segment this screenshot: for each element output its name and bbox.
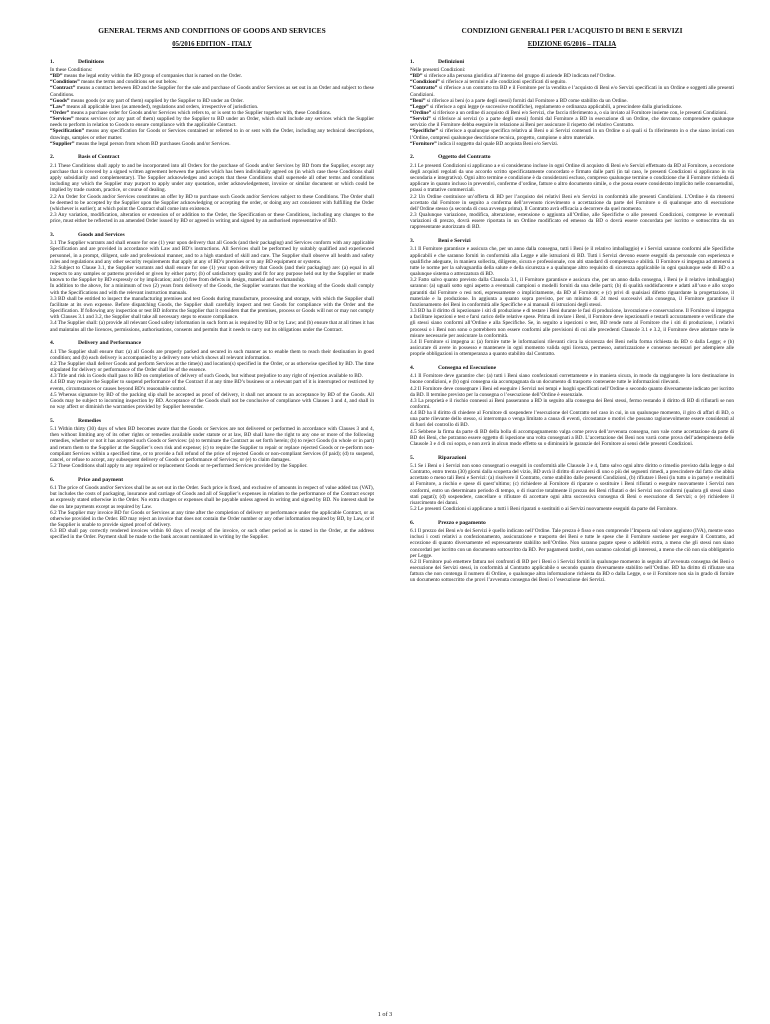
clause-text: means all applicable laws (as amended), regulations and orders, irrespective of jurisdiction.: [65, 103, 259, 110]
clause-text: means a purchase order for Goods and/or Services which refers to, or is sent to the Supplier together with, these Conditions.: [69, 110, 332, 116]
section-5: [410, 455, 734, 513]
clause-text: 4.5 Whereas signature by BD of the packing slip shall be accepted as proof of delivery, it shall not amount to an acceptance by BD of the Goods. All Goods may be subject to incoming inspection by BD. Acceptance of the Goods shall not be conclusive of compliance with Clauses 3 and 4, and shall in no way affect or diminish the warranties provided by Supplier hereunder.: [50, 391, 374, 410]
clause-paragraph: [410, 559, 734, 584]
clause-paragraph: [50, 128, 374, 140]
clause-text: 4.1 Il Fornitore deve garantire che: (a) tutti i Beni siano confezionati correttamente e in maniera sicura, in modo da raggiungere la loro destinazione in buone condizioni, e (b) ogni consegna sia accompagnata da un documento di trasporto contenente tutte le informazioni rilevanti.: [410, 373, 734, 386]
clause-text: 3.3 BD shall be entitled to inspect the manufacturing premises and test Goods during manufacture, processing and storage, with which the Supplier shall facilitate at its own expense. Before dispatching Goods, the Supplier shall carefully inspect and test Goods for compliance with the Order and the Specification. If following any inspection or test BD informs the Supplier that it considers that the premises, process or Goods will not or may not comply with Clauses 3.1 and 3.2, the Supplier shall take all necessary steps to ensure compliance.: [50, 295, 374, 321]
clause-text: si riferisce alla persona giuridica all’interno del gruppo di aziende BD indicata nell’Ordine.: [422, 73, 616, 80]
clause-paragraph: [410, 506, 734, 512]
clause-paragraph: [410, 308, 734, 339]
clause-text: si riferisce a un contratto tra BD e il Fornitore per la vendita e l’acquisto di Beni e/o Servizi specificati in un Ordine e soggetti alle presenti Condizioni.: [410, 85, 734, 98]
section-heading: [50, 59, 374, 66]
bilingual-columns: [50, 26, 734, 591]
section-title: Prezzo e pagamento: [438, 519, 486, 526]
clause-text: means the legal person from whom BD purchases Goods and/or Services.: [74, 140, 231, 147]
section-5: [50, 418, 374, 470]
clause-text: 4.2 The Supplier shall deliver Goods and perform Services at the time(s) and location(s) specified in the Order, or as otherwise specified by BD. The time stipulated for delivery or performance of the Order shall be of the essence.: [50, 360, 374, 374]
clause-text: 6.2 The Supplier may invoice BD for Goods or Services at any time after the completion of delivery or performance under the applicable Contract, or as otherwise provided in the Order. BD may reject an invoice that does not contain the Order number or any other information required by BD, by Law, or if the Supplier is unable to provide signed proof of delivery.: [50, 509, 374, 528]
section-number: 2.: [410, 154, 415, 161]
clause-paragraph: [50, 194, 374, 212]
section-heading: [410, 455, 734, 462]
clause-paragraph: [50, 320, 374, 332]
italian-sections: [410, 59, 734, 584]
defined-term: “Law”: [50, 103, 66, 110]
clause-paragraph: [410, 528, 734, 559]
section-number: 6.: [410, 519, 415, 526]
defined-term: “Conditions”: [50, 79, 80, 86]
clause-text: 5.1 Within thirty (30) days of when BD becomes aware that the Goods or Services are not delivered or performed in accordance with Clauses 3 and 4, then without limiting any of its other rights or remedies available under statute or at law, BD shall have the right to any one or more of the following remedies, whether or not it has accepted such Goods or Services: (a) to terminate the Contract as set forth herein; (b) to reject Goods (in whole or in part) and return them to the Supplier at the Supplier’s own risk and expense; (c) to require the Supplier to repair or replace rejected Goods or re-perform non-compliant Services within a specified time, or to provide a full refund of the price of rejected Goods or non-compliant Services (if paid); (d) to suspend, cancel, or refuse to accept, any subsequent delivery of Goods or performance of Services; or (e) to claim damages.: [50, 426, 374, 463]
clause-text: 6.1 The price of Goods and/or Services shall be as set out in the Order. Such price is fixed, and exclusive of amounts in respect of value added tax (VAT), but includes the costs of packaging, insurance and carriage of Goods and all of Supplier’s expenses in relation to the performance of the Contract except as expressly stated otherwise in the Order. No extra charges or expenses shall be payable unless agreed in writing and signed by BD. No interest shall be due on late payments except as required by Law.: [50, 485, 374, 510]
clause-paragraph: [410, 277, 734, 308]
section-heading: [50, 477, 374, 484]
clause-text: 6.2 Il Fornitore può emettere fattura nei confronti di BD per i Beni o i Servizi forniti in qualunque momento in seguito all’avvenuta consegna dei Beni o esecuzione dei Servizi stessi, in conformità al Contratto applicabile o secondo quanto diversamente stabilito nell’Ordine. BD ha diritto di rifiutare una fattura che non contenga il numero di Ordine, o qualunque altra informazione richiesta da BD o dalla Legge, o se il Fornitore non sia in grado di fornire un documento sottoscritto che provi l’avvenuta consegna dei Beni o l’esecuzione dei Servizi.: [410, 558, 734, 584]
section-title: Price and payment: [78, 476, 124, 483]
section-2: [50, 154, 374, 224]
clause-paragraph: [50, 426, 374, 463]
clause-paragraph: [50, 265, 374, 283]
clause-text: 3.4 The Supplier shall: (a) provide all relevant Good safety information in such form as is required by BD or by Law; and (b) ensure that at all times it has and maintains all the licences, permissions, authorisations, consents and permits that it needs to carry out its obligations under the Contract.: [50, 320, 375, 333]
clause-text: indica il soggetto dal quale BD acquista Beni e/o Servizi.: [436, 140, 559, 147]
section-title: Consegna ed Esecuzione: [438, 364, 497, 371]
clause-paragraph: [50, 485, 374, 510]
clause-text: 2.2 An Order for Goods and/or Services constitutes an offer by BD to purchase such Goods and/or Services subject to these Conditions. The Order shall be deemed to be accepted by the Supplier upon the Supplier acknowledging or accepting the order, or doing any act consistent with fulfilling the Order (whichever is earlier); at which point the Contract shall come into existence.: [50, 193, 374, 212]
clause-text: 6.1 Il prezzo dei Beni e/o dei Servizi è quello indicato nell’Ordine. Tale prezzo è fisso e non comprende l’Imposta sul valore aggiunto (IVA), mentre sono inclusi i costi relativi a confezionamento, assicurazione e trasporto dei Beni e tutte le spese che il Fornitore sostiene per eseguire il Contratto, ad eccezione di quanto diversamente ed espressamente stabilito nell’Ordine. Non saranno pagate spese o addebiti extra, a meno che gli stessi non siano concordati per iscritto con un documento sottoscritto da BD. Per pagamenti tardivi, non saranno calcolati gli interessi, a meno che ciò non sia obbligatorio per Legge.: [410, 528, 734, 559]
clause-text: 5.1 Se i Beni o i Servizi non sono consegnati o eseguiti in conformità alle Clausole 3 e 4, fatto salvo ogni altro diritto o rimedio previsto dalla legge o dal Contratto, entro trenta (30) giorni dalla scoperta del vizio, BD avrà il diritto di avvalersi di uno o più dei seguenti rimedi, a prescindere dal fatto che abbia accettato o meno tali Beni e Servizi: (a) risolvere il Contratto, come stabilito dalle presenti Condizioni, (b) rifiutare i Beni (in tutto o in parte) e restituirli al Fornitore, a rischio e spese di quest’ultimo; (c) richiedere al Fornitore di riparare o sostituire i Beni rifiutati o eseguire nuovamente i Servizi non conformi, entro un determinato periodo di tempo, o di risarcire totalmente il prezzo dei Beni rifiutati o dei Servizi non conformi (qualora gli stessi siano stati pagati); (d) sospendere, cancellare o rifiutare di accettare ogni altra successiva consegna di Beni o esecuzione di Servizi; o (e) richiedere il risarcimento dei danni.: [410, 462, 734, 506]
clause-paragraph: [410, 429, 734, 447]
clause-text: 2.3 Qualunque variazione, modifica, alterazione, estensione o aggiunta all’Ordine, alle Specifiche o alle presenti Condizioni, comprese le eventuali variazioni di prezzo, dovrà essere riportata in un Ordine modificato ed emesso da BD o dovrà essere concordata per iscritto e sottoscritta da un rappresentante autorizzato di BD.: [410, 212, 734, 231]
defined-term: “Contratto”: [410, 85, 438, 92]
section-number: 5.: [50, 417, 55, 424]
section-1: [410, 59, 734, 147]
clause-paragraph: [410, 128, 734, 140]
english-sections: [50, 59, 374, 541]
clause-paragraph: [410, 85, 734, 97]
clause-text: 3.4 Il Fornitore si impegna a: (a) fornire tutte le informazioni rilevanti circa la sicurezza dei Beni nella forma richiesta da BD o dalla Legge; e (b) assicurare di avere in possesso e mantenere in ogni momento valida ogni licenza, permesso, autorizzazione e consenso necessari per adempiere alle proprie obbligazioni in ottemperanza a quanto stabilito dal Contratto.: [410, 338, 734, 358]
clause-paragraph: [410, 463, 734, 506]
section-2: [410, 154, 734, 230]
section-title: Beni e Servizi: [438, 238, 471, 245]
clause-text: 4.1 The Supplier shall ensure that: (a) all Goods are properly packed and secured in such manner as to enable them to reach their destination in good condition; and (b) each delivery is accompanied by a delivery note which shows all relevant information.: [50, 348, 374, 361]
italian-title: CONDIZIONI GENERALI PER L’ACQUISTO DI BENI E SERVIZI: [461, 26, 683, 35]
clause-text: In these Conditions:: [50, 66, 93, 73]
clause-text: 3.3 BD ha il diritto di ispezionare i siti di produzione e di testare i Beni durante le fasi di produzione, lavorazione e conservazione. Il Fornitore si impegna a facilitare ispezioni e test e farsi carico delle relative spese. Prima di inviare i Beni, il Fornitore deve ispezionarli e testarli accuratamente e verificare che gli stessi siano conformi all’Ordine e alla Specifiche. Se, in seguito a ispezioni o test, BD rende noto al Fornitore che i siti di produzione, i relativi processi o i Beni non sono o potrebbero non essere conformi alle previsioni di cui alle precedenti Clausole 3.1 e 3.2, il Fornitore deve adottare tutte le misure necessarie per assicurare la conformità.: [410, 308, 734, 339]
clause-paragraph: [50, 463, 374, 469]
section-1: [50, 59, 374, 147]
section-heading: [410, 59, 734, 66]
clause-paragraph: [50, 283, 374, 295]
italian-column: [410, 26, 734, 591]
clause-text: means services (or any part of them) supplied by the Supplier to BD under an Order, which shall include any services which the Supplier needs to perform in relation to Goods to ensure compliance with the applicable Contract.: [50, 116, 374, 129]
clause-text: 3.2 Fatto salvo quanto previsto dalla Clausola 3.1, il Fornitore garantisce e assicura che, per un anno dalla consegna, i Beni (e il relativo imballaggio) saranno: (a) uguali sotto ogni aspetto a eventuali campioni o modelli forniti da una delle parti; (b) di qualità soddisfacente e adatti all’uso e allo scopo garantiti dal Fornitore o resi noti, espressamente o implicitamente, da BD al Fornitore; e (c) privi di qualsiasi difetto riguardante la progettazione, il materiale e la produzione. In aggiunta a quanto sopra previsto, per un minimo di 24 mesi successivi alla consegna, il Fornitore garantisce il funzionamento dei Beni in conformità alle Specifiche e ai manuali di istruzioni degli stessi.: [410, 277, 734, 308]
clause-text: si riferisce ai servizi (o a parte degli stessi) forniti dal Fornitore a BD in esecuzione di un Ordine, che dovranno comprendere qualunque servizio che il Fornitore debba eseguire in relazione ai Beni per assicurare il rispetto del relativo Contratto.: [410, 116, 734, 129]
clause-paragraph: [410, 398, 734, 410]
clause-paragraph: [50, 349, 374, 361]
section-title: Delivery and Performance: [78, 340, 142, 347]
defined-term: “Servizi”: [410, 116, 431, 123]
clause-text: means any specification for Goods or Services contained or referred to in or sent with the Order, including any technical descriptions, drawings, samples or other matter.: [50, 128, 374, 141]
section-number: 2.: [50, 154, 55, 161]
clause-text: 2.1 These Conditions shall apply to and be incorporated into all Orders for the purchase of Goods and/or Services by BD from the Supplier, except any purchase that is covered by a signed written agreement between the parties which has been individually agreed on (in which case these Conditions shall apply subsidiarily and complementary). The Supplier acknowledges and accepts that these Conditions shall supersede all other terms and conditions including any which the Supplier may purport to apply under any quotation, order acknowledgement, invoice or similar document or which could be implied by trade custom, practice, or course of dealing.: [50, 162, 374, 194]
section-number: 6.: [50, 476, 55, 483]
clause-paragraph: [50, 379, 374, 391]
clause-text: 4.2 Il Fornitore deve consegnare i Beni ed eseguire i Servizi nei tempi e luoghi specificati nell’Ordine o secondo quanto diversamente indicato per iscritto da BD. Il termine previsto per la consegna o l’esecuzione dell’Ordine è essenziale.: [410, 385, 734, 398]
clause-paragraph: [50, 392, 374, 410]
clause-paragraph: [50, 510, 374, 528]
section-heading: [410, 238, 734, 245]
clause-paragraph: [50, 361, 374, 373]
clause-paragraph: [410, 339, 734, 357]
section-heading: [50, 418, 374, 425]
clause-paragraph: [410, 386, 734, 398]
clause-text: si riferisce a ogni legge (e successive modifiche), regolamento e ordinanza applicabili, a prescindere dalla giurisdizione.: [428, 103, 683, 110]
clause-text: 2.2 Un Ordine costituisce un’offerta di BD per l’acquisto dei relativi Beni e/o Servizi in conformità alle presenti Condizioni. L’Ordine è da ritenersi accettato dal Fornitore in seguito a conferma dell’avvenuto ricevimento o accettazione da parte del Fornitore o di qualunque atto di esecuzione dell’Ordine stesso (a seconda di cosa avvenga prima). Il Contratto avrà efficacia a decorrere da quel momento.: [410, 193, 734, 212]
clause-text: In addition to the above, for a minimum of two (2) years from delivery of the Goods, the Supplier warrants that the working of the Goods shall comply with the Specifications and with the relevant instruction manuals.: [50, 283, 374, 296]
clause-text: 2.3 Any variation, modification, alteration or extension of or addition to the Order, the Specification or these Conditions, including any changes to the price, must either be reflected in an amended Order issued by BD or agreed in writing and signed by an authorised representative of BD.: [50, 212, 374, 225]
page-number: 1 of 3: [377, 1011, 393, 1018]
clause-text: means the terms and conditions set out below.: [79, 79, 178, 86]
clause-text: 3.2 Subject to Clause 3.1, the Supplier warrants and shall ensure for one (1) year upon delivery that Goods (and their packaging) are: (a) equal in all respects to any samples or patterns provided or given by either party; (b) of satisfactory quality and fit for any purpose held out by the Supplier or made known to the Supplier by BD expressly or by implication; and (c) free from defects in design, material and workmanship.: [50, 264, 374, 284]
clause-text: 4.3 Title and risk in Goods shall pass to BD on completion of delivery of such Goods, but without prejudice to any right of rejection available to BD.: [50, 373, 363, 380]
section-4: [410, 365, 734, 447]
clause-paragraph: [50, 116, 374, 128]
clause-paragraph: [50, 163, 374, 194]
clause-paragraph: [410, 373, 734, 385]
defined-term: “Condizioni”: [410, 79, 440, 86]
section-title: Basis of Contract: [78, 154, 120, 161]
clause-text: 3.1 Il Fornitore garantisce e assicura che, per un anno dalla consegna, tutti i Beni (e il relativo imballaggio) e i Servizi saranno conformi alle Specifiche applicabili e che saranno forniti in conformità alla Legge e alle istruzioni di BD. Tutti i Servizi devono essere eseguiti da personale con esperienza e qualifiche adeguate, in maniera sollecita, diligente, sicura e professionale, con alti standard di competenza e abilità. Il Fornitore si impegna ad attenersi a tutte le norme per la salvaguardia della salute e della sicurezza e a qualunque altro requisito di sicurezza applicabile in ogni qualunque sede di BD o a qualunque sistema o attrezzatura di BD.: [410, 246, 734, 278]
clause-paragraph: [410, 116, 734, 128]
clause-paragraph: [410, 246, 734, 277]
clause-text: 5.2 Le presenti Condizioni si applicano a tutti i Beni riparati o sostituiti o ai Servizi nuovamente eseguiti da parte del Fornitore.: [410, 506, 678, 513]
clause-paragraph: [410, 141, 734, 147]
defined-term: “Ordine”: [410, 110, 432, 116]
clause-paragraph: [50, 212, 374, 224]
defined-term: “Specifiche”: [410, 128, 438, 135]
clause-paragraph: [410, 163, 734, 194]
clause-paragraph: [410, 410, 734, 428]
english-column: [50, 26, 374, 591]
section-title: Riparazioni: [438, 454, 467, 461]
clause-paragraph: [410, 212, 734, 230]
section-number: 4.: [410, 364, 415, 371]
defined-term: “BD”: [410, 73, 423, 80]
defined-term: “Supplier”: [50, 140, 75, 147]
defined-term: “Beni”: [410, 97, 426, 104]
section-6: [50, 477, 374, 541]
clause-text: 4.4 BD ha il diritto di chiedere al Fornitore di sospendere l’esecuzione del Contratto nel caso in cui, in un qualunque momento, il giro di affari di BD, o una parte rilevante dello stesso, si interrompa o venga limitato a causa di eventi, circostanze o motivi che possano ragionevolmente essere considerati al di fuori del controllo di BD.: [410, 410, 734, 429]
clause-text: means goods (or any part of them) supplied by the Supplier to BD under an Order.: [69, 97, 244, 104]
english-edition: 05/2016 EDITION - ITALY: [172, 41, 252, 48]
clause-text: si riferisce ai termini e alle condizioni specificati di seguito.: [439, 79, 567, 86]
section-number: 1.: [50, 58, 55, 65]
section-title: Definizioni: [438, 58, 465, 65]
defined-term: “Goods”: [50, 97, 70, 104]
clause-text: 4.4 BD may require the Supplier to suspend performance of the Contract if at any time BD’s business or a relevant part of it is interrupted or restricted by events, circumstances or causes beyond BD’s reasonable control.: [50, 379, 374, 392]
defined-term: “Order”: [50, 110, 70, 116]
section-title: Remedies: [78, 417, 101, 424]
clause-text: si riferisce a un ordine di acquisto di Beni e/o Servizi, che faccia riferimento a, o sia inviato al Fornitore insieme con, le presenti Condizioni.: [431, 110, 728, 116]
defined-term: “Fornitore”: [410, 140, 437, 147]
section-title: Goods and Services: [78, 231, 125, 238]
clause-paragraph: [50, 240, 374, 265]
section-heading: [410, 520, 734, 527]
section-heading: [410, 154, 734, 161]
section-6: [410, 520, 734, 584]
clause-text: 3.1 The Supplier warrants and shall ensure for one (1) year upon delivery that all Goods (and their packaging) and Services conform with any applicable Specification and are provided in accordance with Law and BD’s instructions. All Services shall be performed by suitably qualified and experienced personnel, in a prompt, diligent, safe and professional manner, and to a high standard of skill and care. The Supplier shall observe all health and safety rules and regulations and any other security requirements that apply at any of BD’s premises or to any BD equipment or systems.: [50, 240, 374, 265]
italian-edition: EDIZIONE 05/2016 – ITALIA: [527, 41, 617, 48]
defined-term: “Services”: [50, 116, 74, 123]
section-number: 1.: [410, 58, 415, 65]
section-heading: [50, 340, 374, 347]
clause-text: si riferisce ai beni (o a parte degli stessi) forniti dal Fornitore a BD come stabilito da un Ordine.: [425, 97, 628, 104]
section-number: 3.: [50, 231, 55, 238]
defined-term: “BD”: [50, 73, 63, 80]
section-number: 3.: [410, 238, 415, 245]
section-title: Oggetto del Contratto: [438, 154, 491, 161]
clause-text: si riferisce a qualunque specifica relativa ai Beni o ai Servizi contenuti in un Ordine o ai quali si fa riferimento in o che siano inviati con l’Ordine, compresi qualunque descrizione tecnica, progetto, campione o altro materiale.: [410, 128, 734, 141]
section-3: [50, 232, 374, 333]
clause-paragraph: [410, 194, 734, 212]
defined-term: “Specification”: [50, 128, 85, 135]
defined-term: “Legge”: [410, 103, 429, 110]
section-number: 4.: [50, 340, 55, 347]
english-title: GENERAL TERMS AND CONDITIONS OF GOODS AND SERVICES: [98, 26, 326, 35]
clause-paragraph: [50, 85, 374, 97]
clause-paragraph: [50, 528, 374, 540]
clause-paragraph: [50, 141, 374, 147]
clause-paragraph: [50, 296, 374, 321]
section-3: [410, 238, 734, 357]
clause-text: 4.3 La proprietà e il rischio connessi ai Beni passeranno a BD in seguito alla consegna dei Beni stessi, fermo restando il diritto di BD di rifiutarli se non conformi.: [410, 397, 734, 410]
clause-text: 4.5 Sebbene la firma da parte di BD della bolla di accompagnamento valga come prova dell’avvenuta consegna, non vale come accettazione da parte di BD dei Beni, che potranno essere oggetto di ispezione una volta consegnati a BD. L’accettazione dei Beni non varrà come prova dell’adempimento delle Clausole 3 e 4 di cui sopra, e non avrà in alcun modo effetto su o diminuirà le garanzie del Fornitore ai sensi delle presenti Condizioni.: [410, 428, 734, 447]
section-heading: [50, 232, 374, 239]
section-4: [50, 340, 374, 410]
section-title: Definitions: [78, 58, 105, 65]
clause-text: means the legal entity within the BD group of companies that is named on the Order.: [62, 73, 243, 80]
clause-text: Nelle presenti Condizioni:: [410, 66, 466, 73]
clause-text: means a contract between BD and the Supplier for the sale and purchase of Goods and/or Services as set out in an Order and subject to these Conditions.: [50, 85, 374, 98]
section-heading: [410, 365, 734, 372]
defined-term: “Contract”: [50, 85, 76, 92]
clause-text: 6.3 BD shall pay correctly rendered invoices within 60 days of receipt of the invoice, or such other period as is stated in the Order, at the address specified in the Order. Payment shall be made to the bank account nominated in writing by the Supplier.: [50, 528, 374, 541]
clause-text: 2.1 Le presenti Condizioni si applicano a e si considerano incluse in ogni Ordine di acquisto di Beni e/o Servizi effettuato da BD al Fornitore, a eccezione degli acquisti regolati da uno accordo scritto specificatamente concordato e firmato dalle parti (in tal caso, le presenti Condizioni si applicano in via secondaria e integrativa). Ogni altro termine e condizione è da considerarsi escluso, compreso qualunque termine o condizione che il Fornitore richieda di applicare in quanto incluso in preventivi, conferme d’ordine, fatture o altro documento simile, o che possa essere considerato implicito nelle consuetudini, prassi o trattative commerciali.: [410, 162, 734, 194]
section-heading: [50, 154, 374, 161]
section-number: 5.: [410, 454, 415, 461]
clause-text: 5.2 These Conditions shall apply to any repaired or replacement Goods or re-performed Services provided by the Supplier.: [50, 462, 308, 469]
